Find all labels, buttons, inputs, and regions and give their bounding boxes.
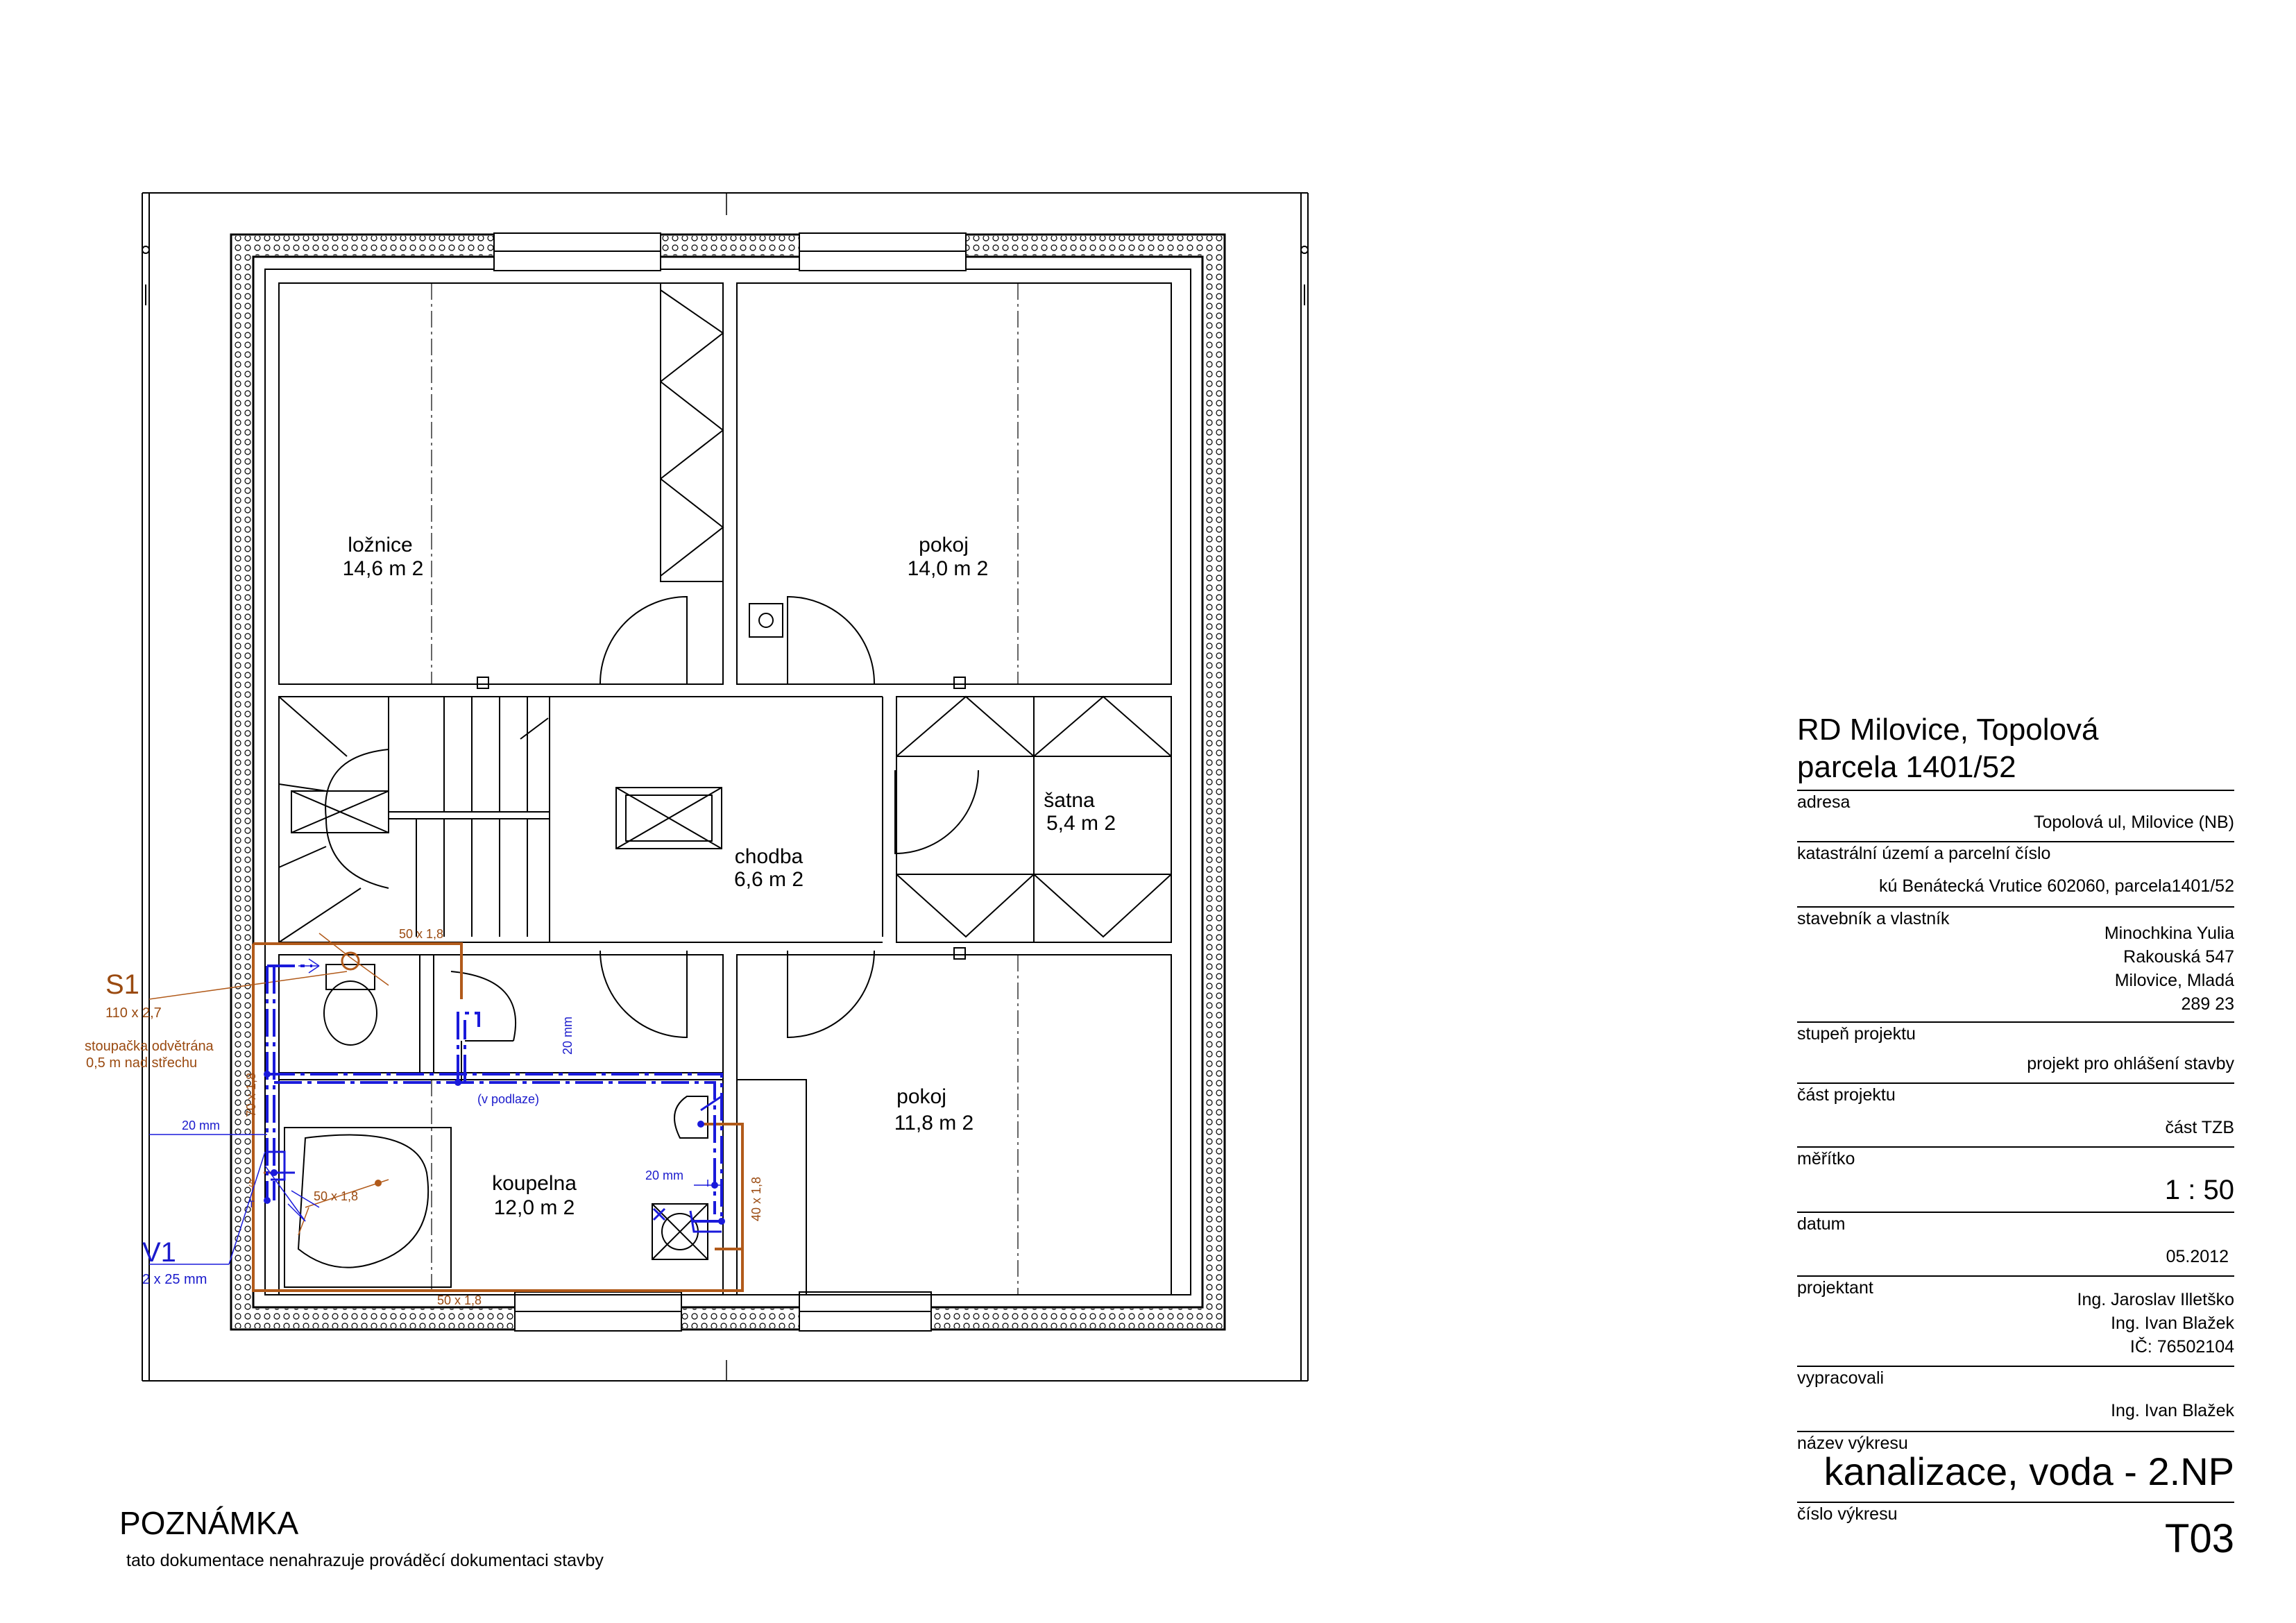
date-label: datum [1797,1214,1846,1234]
divider [1797,1366,2234,1367]
drawn-by-label: vypracovali [1797,1368,1885,1388]
room-labels [343,534,1116,1219]
room-loznice-area: 14,6 m 2 [342,557,424,580]
part-label: část projektu [1797,1085,1896,1105]
doors [477,597,978,1037]
designer-line-3: IČ: 76502104 [2129,1337,2234,1357]
v1-label: V1 [142,1237,176,1268]
interior-walls [279,283,1171,1295]
water-floor-note: (v podlaze) [477,1092,540,1106]
owner-line-2: Rakouská 547 [2123,947,2234,967]
s1-size: 110 x 2,7 [105,1005,162,1021]
room-pokoj-top-name: pokoj [919,534,969,556]
drawn-by-value: Ing. Ivan Blažek [2111,1401,2234,1420]
mark-s: S [248,1178,255,1189]
water-mid-label: 20 mm [645,1169,684,1182]
project-title-line1: RD Milovice, Topolová [1797,713,2099,747]
scale-label: měřítko [1797,1149,1855,1169]
water-left-label: 20 mm [182,1119,221,1132]
address-value: Topolová ul, Milovice (NB) [2034,813,2234,832]
note-title: POZNÁMKA [119,1505,299,1541]
owner-label: stavebník a vlastník [1797,909,1950,928]
part-value: část TZB [2165,1118,2234,1137]
room-satna-area: 5,4 m 2 [1046,812,1116,835]
sewer-riser-left-label: 70 x 1,8 [244,1072,258,1117]
designer-line-2: Ing. Ivan Blažek [2111,1314,2234,1333]
divider [1797,906,2234,908]
sewer-riser-right-label: 40 x 1,8 [749,1176,763,1221]
v1-size: 2 x 25 mm [142,1272,207,1287]
divider [1797,1082,2234,1084]
sewer-tub-label: 50 x 1,8 [314,1189,359,1203]
water-vertical-label: 20 mm [561,1016,575,1055]
room-chodba-name: chodba [734,845,803,868]
room-koupelna-name: koupelna [492,1172,577,1195]
divider [1797,1431,2234,1432]
cadastre-label: katastrální území a parcelní číslo [1797,844,2051,863]
room-koupelna-area: 12,0 m 2 [493,1196,575,1219]
room-satna-name: šatna [1044,789,1095,812]
room-chodba-area: 6,6 m 2 [733,868,804,891]
room-pokoj-bottom-area: 11,8 m 2 [894,1112,974,1135]
drawing-number-value: T03 [2165,1516,2234,1561]
divider [1797,841,2234,842]
beam-lines [432,283,1018,1295]
divider [1797,1502,2234,1503]
title-block [1797,0,2234,1623]
cadastre-value: kú Benátecká Vrutice 602060, parcela1401/52 [1879,876,2234,896]
designer-line-1: Ing. Jaroslav Illetško [2077,1290,2234,1309]
owner-line-4: 289 23 [2181,994,2234,1014]
s1-note-2: 0,5 m nad střechu [86,1055,198,1071]
s1-note-1: stoupačka odvětrána [85,1039,214,1054]
address-label: adresa [1797,792,1851,812]
divider [1797,1021,2234,1023]
owner-line-3: Milovice, Mladá [2114,971,2234,990]
sewer-pipes [253,944,742,1291]
drawing-number-label: číslo výkresu [1797,1504,1898,1524]
drawing-name-label: název výkresu [1797,1434,1908,1453]
sewer-top-label: 50 x 1,8 [399,927,444,941]
room-loznice-name: ložnice [348,534,413,556]
date-value: 05.2012 [2166,1247,2229,1266]
pipe-labels [182,927,763,1307]
note-text: tato dokumentace nenahrazuje prováděcí dokumentaci stavby [126,1551,604,1570]
room-pokoj-bottom-name: pokoj [896,1085,946,1108]
sewer-bottom-label: 50 x 1,8 [437,1293,482,1307]
project-title-line2: parcela 1401/52 [1797,750,2016,784]
divider [1797,1212,2234,1213]
external-walls [231,235,1225,1329]
riser-v1 [142,1237,207,1287]
drawing-name-value: kanalizace, voda - 2.NP [1823,1450,2234,1493]
divider [1797,1146,2234,1148]
room-pokoj-top-area: 14,0 m 2 [907,557,989,580]
stage-label: stupeň projektu [1797,1024,1916,1044]
divider [1797,790,2234,791]
designer-label: projektant [1797,1278,1873,1298]
owner-line-1: Minochkina Yulia [2104,924,2234,943]
stage-value: projekt pro ohlášení stavby [2027,1054,2234,1073]
divider [1797,1275,2234,1277]
mark-t: T [248,1198,255,1209]
s1-label: S1 [105,969,139,1000]
scale-value: 1 : 50 [2164,1175,2234,1205]
